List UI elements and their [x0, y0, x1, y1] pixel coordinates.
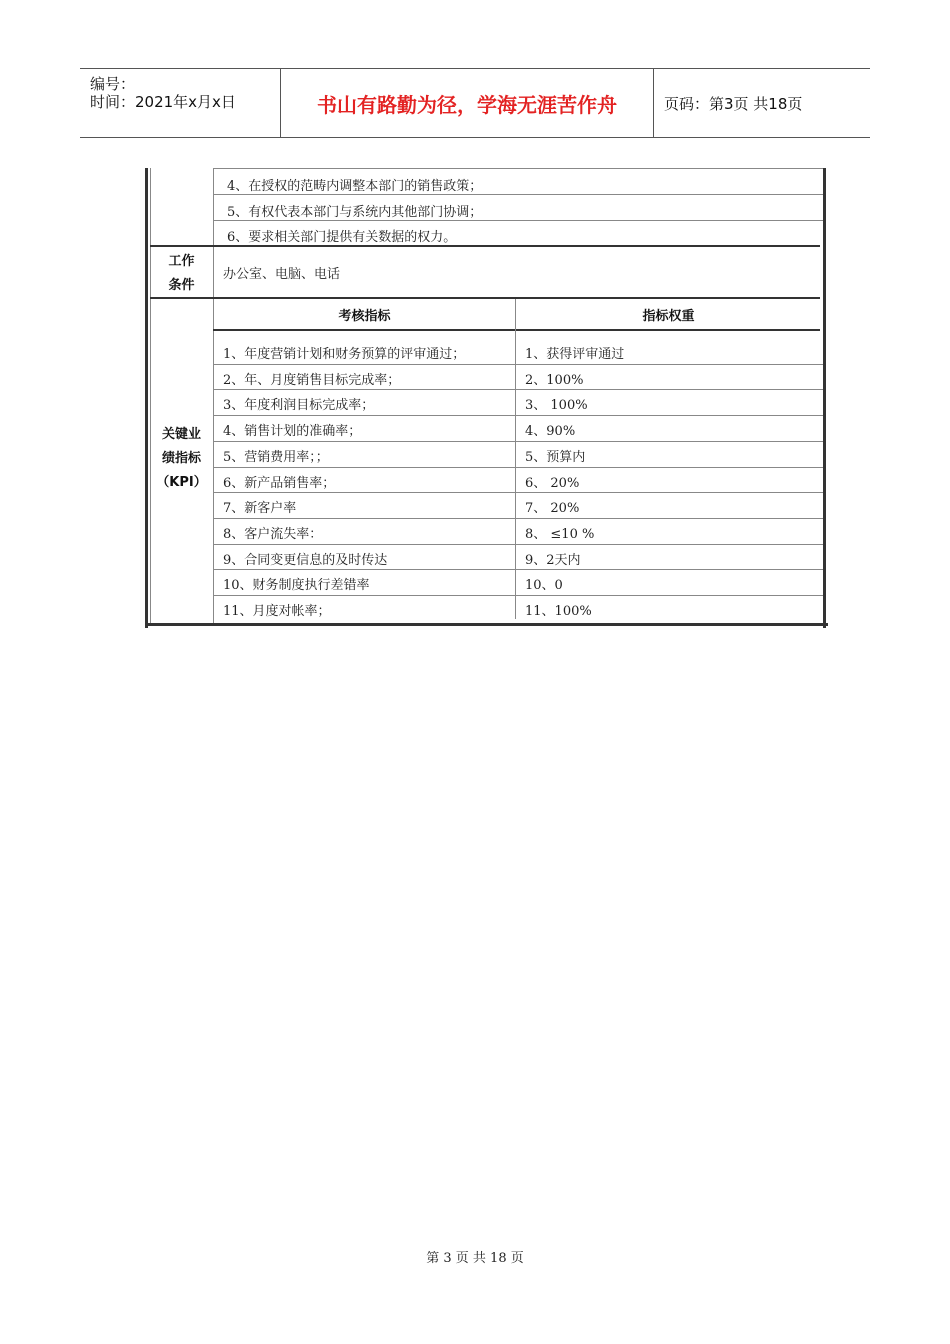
kpi-weight-cell: 10、0: [525, 578, 563, 594]
table-bottom-border: [145, 623, 828, 626]
document-header: [80, 68, 870, 138]
kpi-indicator-cell: 5、营销费用率；；: [223, 449, 329, 465]
kpi-indicator-cell: 7、新客户率: [223, 501, 297, 517]
kpi-row-divider: [213, 467, 823, 468]
kpi-indicator-cell: 10、财务制度执行差错率: [223, 578, 370, 594]
row-divider: [213, 194, 823, 195]
kpi-label-line: 绩指标: [161, 451, 201, 466]
kpi-row-divider: [213, 415, 823, 416]
kpi-indicator-cell: 3、年度利润目标完成率；: [223, 398, 375, 414]
kpi-indicator-cell: 6、新产品销售率；: [223, 475, 336, 491]
header-meta-cell: [80, 69, 281, 137]
kpi-weight-cell: 3、 100%: [525, 398, 588, 414]
kpi-column-divider: [515, 299, 516, 619]
kpi-weight-cell: 2、100%: [525, 372, 584, 388]
table-top-border: [213, 168, 823, 169]
kpi-column-header-indicator: 考核指标: [338, 309, 391, 324]
kpi-weight-cell: 11、100%: [525, 604, 592, 619]
kpi-indicator-cell: 2、年、月度销售目标完成率；: [223, 372, 401, 388]
kpi-indicator-cell: 1、年度营销计划和财务预算的评审通过；: [223, 347, 466, 362]
kpi-row-divider: [213, 595, 823, 596]
work-conditions-label-line: 工作: [168, 254, 195, 269]
work-conditions-label: [150, 250, 213, 298]
table-left-border: [145, 168, 148, 628]
kpi-label-line: （KPI）: [156, 475, 207, 490]
table-left-inner-border: [150, 168, 151, 626]
kpi-label: [150, 423, 213, 495]
kpi-column-header-weight: 指标权重: [642, 309, 695, 324]
authority-item: 5、有权代表本部门与系统内其他部门协调；: [227, 205, 483, 220]
header-motto-cell: [281, 69, 654, 137]
label-column-divider: [213, 168, 214, 623]
row-divider: [213, 220, 823, 221]
kpi-weight-cell: 6、 20%: [525, 475, 580, 491]
kpi-row-divider: [213, 518, 823, 519]
page-code: 页码：第3页 共18页: [664, 94, 803, 113]
header-page-cell: [654, 69, 870, 137]
kpi-row-divider: [213, 492, 823, 493]
kpi-label-line: 关键业: [161, 427, 201, 442]
number-label: 编号：: [90, 75, 136, 93]
section-divider: [150, 245, 820, 247]
kpi-weight-cell: 4、90%: [525, 424, 576, 440]
authority-item: 6、要求相关部门提供有关数据的权力。: [227, 230, 457, 245]
kpi-row-divider: [213, 544, 823, 545]
kpi-row-divider: [213, 441, 823, 442]
table-right-border: [823, 168, 826, 628]
page-footer: 第 3 页 共 18 页: [426, 1251, 524, 1266]
kpi-row-divider: [213, 364, 823, 365]
kpi-weight-cell: 5、预算内: [525, 449, 586, 465]
section-divider: [150, 297, 820, 299]
kpi-weight-cell: 1、获得评审通过: [525, 347, 625, 362]
job-description-table: [145, 168, 828, 628]
time-label: 时间：2021年x月x日: [90, 93, 236, 111]
kpi-indicator-cell: 8、客户流失率：: [223, 526, 323, 542]
authority-item: 4、在授权的范畴内调整本部门的销售政策；: [227, 179, 483, 194]
motto-text: 书山有路勤为径，学海无涯苦作舟: [317, 92, 617, 117]
work-conditions-label-line: 条件: [168, 278, 195, 293]
kpi-row-divider: [213, 389, 823, 390]
kpi-row-divider: [213, 569, 823, 570]
kpi-weight-cell: 7、 20%: [525, 501, 580, 517]
kpi-indicator-cell: 9、合同变更信息的及时传达: [223, 552, 388, 568]
kpi-weight-cell: 9、2天内: [525, 552, 581, 568]
kpi-indicator-cell: 11、月度对帐率；: [223, 604, 331, 619]
kpi-header-divider: [213, 329, 820, 331]
kpi-weight-cell: 8、 ≤10 %: [525, 526, 595, 542]
work-conditions-value: 办公室、电脑、电话: [223, 267, 341, 282]
kpi-indicator-cell: 4、销售计划的准确率；: [223, 424, 362, 440]
